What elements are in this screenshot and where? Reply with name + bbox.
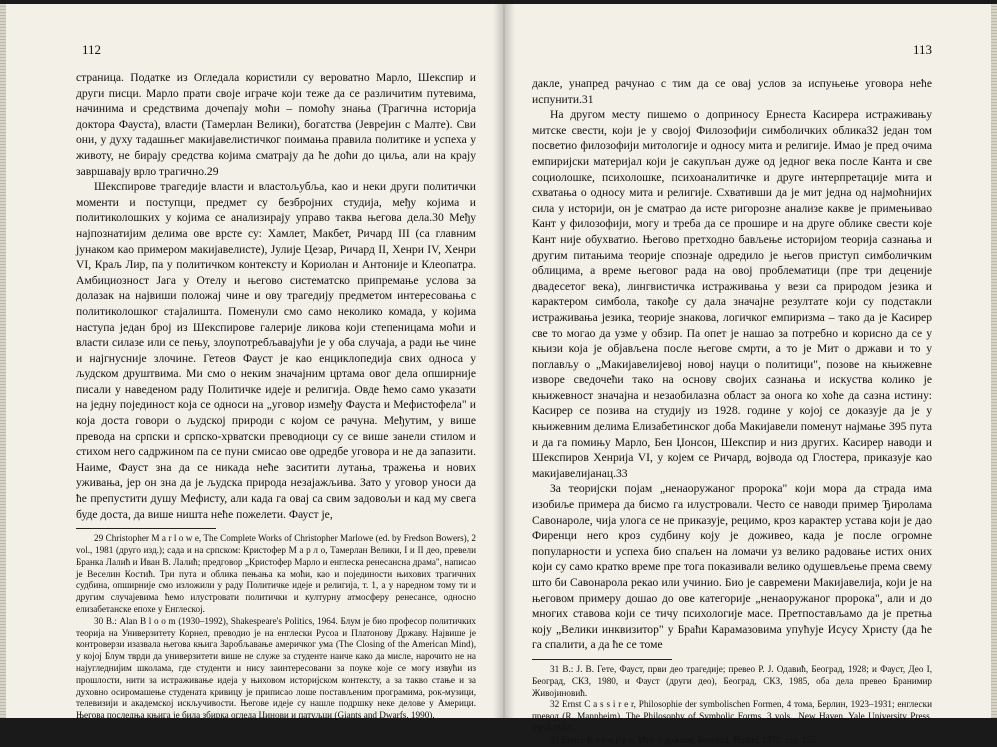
book-gutter: [493, 4, 515, 718]
left-page: [76, 4, 476, 721]
footnote-rule: [76, 528, 216, 529]
footnote: 32 Ernst C a s s i r e r, Philosophie der symbolischen Formen, 4 тома, Берлин, 1923–1931; енглески превод (R. Mannheim), The Philosophy of Symbolic Forms, 3 vols., New Haven, Yale University Press, 1953-1957.: [532, 699, 932, 733]
paragraph: дакле, унапред рачунао с тим да се овај услов за испуњење уговора неће испунити.31: [532, 77, 932, 106]
book-spread: [6, 4, 991, 745]
footnote: 29 Christopher M a r l o w e, The Complete Works of Christopher Marlowe (ed. by Fredson Bowers), 2 vol., 1981 (друго изд.); сада и на српском: Кристофер М а р л о, Тамерлан Велики, I и II део, превели Бранка Лалић и Иван В. Лалић; предговор „Кристофер Марло и енглеска ренесансна драма", написао је Веселин Костић. Три пута и облика пењања ка моћи, као и појединости њихових трагичних судбина, опширније смо изложили у раду Политичке идеје и религија, т. 1, а у наредном тому ти и другим случајевима ћемо илустровати политички и културну атмосферу ренесансе, односно елизабетанске епохе у Енглеској.: [76, 533, 476, 614]
paragraph: страница. Податке из Огледала користили су вероватно Марло, Шекспир и други писци. Марло прати своје играче који теже да се различитим путевима, начинима и средствима дочепају моћи – помоћу знања (Трагична историја доктора Фауста), власти (Тамерлан Велики), богатства (Јеврејин с Малте). Сви они, у духу тадашњег макијавелистичког поимања правила политике и успеха у животу, не бирају средства којима сматрају да ће доћи до циља, али на крају завршавају врло трагично.29: [76, 71, 476, 178]
right-book-edge: [991, 4, 997, 718]
footnote: 30 В.: Alan B l o o m (1930–1992), Shakespeare's Politics, 1964. Блум је био професор политичких теорија на Универзитету Корнел, преводио је на енглески Русоа и Платонову Државу. Највише је контроверзи изазвала његова књига Заробљавање америчког ума (The Closing of the American Mind), у којој Блум тврди да универзитети више не служе за студенте наиче како да мисле, нарочито не на најугледнијим школама, где студенти и нису заинтересовани за поуке које се могу извући из прошлости, нити за истраживање идеја у њиховом историјском контексту, а за такво стање и за духовно осиромашење студената кривицу је приписао лоше постављеним програмима, рок-музици, телевизији и академској искључивости. Његове идеје су нашле подршку неке делове у Америци. Његова последња књига је била збирка огледа Џинови и патуљци (Giants and Dwarfs, 1990).: [76, 615, 476, 721]
right-page: [532, 4, 932, 745]
left-page-body: [76, 70, 476, 722]
paragraph: За теоријски појам „ненаоружаног пророка" који мора да страда има изобиље примера да бисмо га илустровали. Често се наводи пример Ђиролама Савонароле, чија улога се не приказује, рецимо, кроз карактер устава који је дао Фиренци него кроз судбину коју је доживео, када је после огромне популарности и успеха био спаљен на ломачи уз велико радовање истих оних који су само кратко време пре тога показивали велико одушевљење према свему што би Савонарола рекао или учинио. Био је савремени Макијавелија, који је на његовом примеру дошао до ове категорије „ненаоружаног пророка", али и до многих ставова који се тичу психологије масе. Претпостављамо да је претња коју „Велики инквизитор" у Браћи Карамазовима упућује Исусу Христу (да ће га спалити, а да ће се томе: [532, 482, 932, 652]
footnote-rule: [532, 659, 672, 660]
page-number-left: 112: [82, 42, 102, 57]
paragraph: Шекспирове трагедије власти и властољубља, као и неки други политички моменти и поступци, предмет су безбројних студија, међу којима и политиколошких у којима се анализирају управо таква његова дела.30 Међу најпознатијим делима ове врсте су: Хамлет, Макбет, Ричард III (са главним јунаком као примером макијавелисте), Јулије Цезар, Ричард II, Хенри IV, Хенри VI, Краљ Лир, па у политичком контексту и Кориолан и Антоније и Клеопатра. Амбициозност Јага у Отелу и његово систематско припремање услова за долазак на највиши положај чине и ову трагедију предметом интересовања с политиколошког стајалишта. Поменули смо само неколико комада, у којима наступа један број из Шекспирове галерије ликова који степеницама моћи и власти силазе или се пењу, злоупотребљавајући је у оба случаја, а ради ње чине и најгнусније злочине. Гетеов Фауст је као енциклопедија свих односа у људском друштвима. Ми смо о неким значајним цртама овог дела опширније писали у наведеном раду Политичке идеје и религија. Овде ћемо само указати на једну појединост која се односи на „уговор између Фауста и Мефистофела" и која доста говори о људској природи с којом се рачуна. Међутим, у више превода на српски и српско-хрватски преводиоци су се више занели стилом и стихом него садржином па се пуни смисао ове одредбе уговора и не да запазити. Наиме, Фауст зна да се никада неће заситити лутања, тражења и нових уживања, јер он зна да је људска природа незајажљива. Зато у уговор уноси да ће препустити душу Мефисту, али када га овај са свим задовољи и кад му свега буде доста, да више ништа неће пожелети. Фауст је,: [76, 180, 476, 521]
paragraph: На другом месту пишемо о доприносу Ернеста Касирера истраживању митске свести, који је у својој Филозофији симболичких облика32 један том посветио филозофији митологије и односу мита и религије. Имао је пред очима емпиријски материјал који је сакупљан дуже од једног века после Канта и све социолошке, психолошке, психоаналитичке и друге интерпретације мита и схватања о односу мита и религије. Схвативши да је мит једна од најмоћнијих сила у историји, он је сматрао да исте ригорозне анализе какве је примењивао Кант у филозофији, могу и треба да се прошире и на друге облике свести које Кант није обухватио. Његово претходно бављење историјом теорија сазнања и другим питањима теорије спознаје одредило је његов приступ симболичким облицима, а време његовог рада на овој проблематици (пре три деценије двадесетог века), лингвистичка истраживања у вези са природом језика и карактером симбола, такође су дала значајне резултате који су подстакли истраживања језика, теорије знакова, логичког емпиризма – тако да је Касирер све то могао да узме у обзир. Па опет је нашао за потребно и корисно да се у књизи која је објављена после његове смрти, а то је Мит о држави и то у поглављу о „Макијавелијевој новој науци о политици", позове на књижевне изворе сведочећи тако на основу својих сазнања и искуства колико је књижевност значајна и незаобилазна област за онога ко хоће да сазна истину: Касирер се позива на студију из 1928. године у којој се доказује да је у књижевним делима Елизабетинског доба Макијавели поменут најмање 395 пута и да га помињу Марло, Бен Џонсон, Шекспир и низ других. Касирер наводи и Шекспиров Хенрија VI, у којем се Ричард, војвода од Глостера, приказује као макијавелијанац.33: [532, 108, 932, 480]
footnote: 31 В.: J. В. Гете, Фауст, први део трагедије; превео Р. Ј. Одавић, Београд, 1928; и Фауст, Део I, Београд, СКЗ, 1980, и Фауст (други део), Београд, СКЗ, 1985, оба дела превео Бранимир Живојиновић.: [532, 663, 932, 698]
footnote: 33 Ернст К а с и р е р, Мит о држави, Београд, Нолит, 1972, стр. 135.: [550, 734, 819, 745]
right-page-body: [532, 76, 932, 747]
page-number-right: 113: [912, 42, 932, 57]
